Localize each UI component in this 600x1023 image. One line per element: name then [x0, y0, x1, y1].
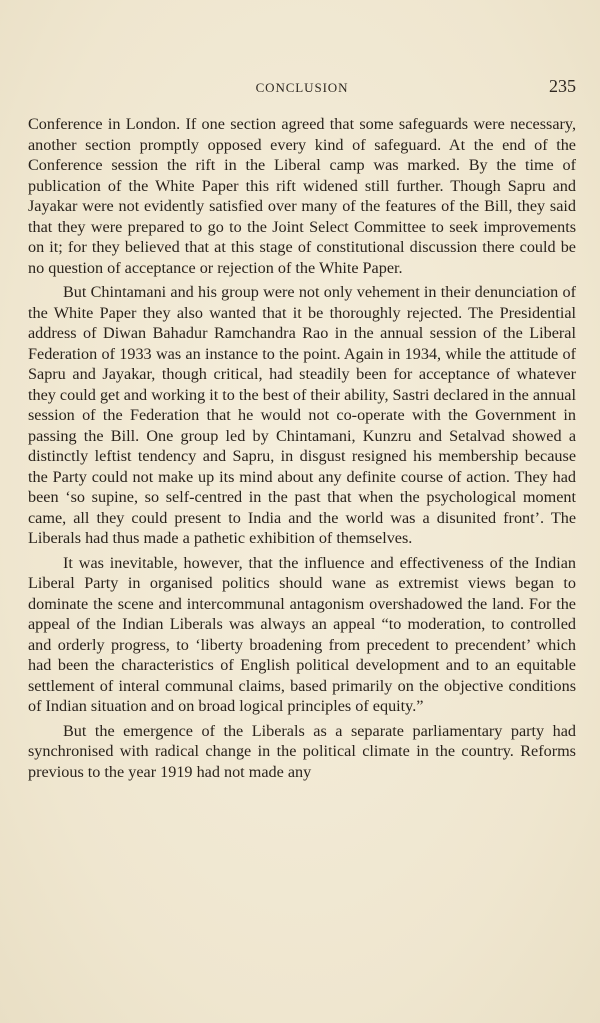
page-header [28, 76, 576, 100]
paragraph: Conference in London. If one section agreed that some safeguards were necessary, another section promptly opposed every kind of safeguard. At the end of the Conference session the rift in the Liberal camp was marked. By the time of publication of the White Paper this rift widened still further. Though Sapru and Jayakar were not evidently satisfied over many of the features of the Bill, they said that they were prepared to go to the Joint Select Committee to seek improvements on it; for they believed that at this stage of constitutional discussion there could be no question of acceptance or rejection of the White Paper. [28, 115, 576, 277]
body-text [28, 114, 576, 786]
paragraph: It was inevitable, however, that the influence and effectiveness of the Indian Liberal Party in organised politics should wane as extremist views began to dominate the scene and intercommunal antagonism overshadowed the land. For the appeal of the Indian Liberals was always an appeal “to moderation, to controlled and orderly progress, to ‘liberty broadening from precedent to precendent’ which had been the characteristics of English political development and to an equitable settlement of interal communal claims, based primarily on the objective conditions of Indian situation and on broad logical principles of equity.” [28, 553, 576, 715]
paragraph: But Chintamani and his group were not only vehement in their denunciation of the White Paper they also wanted that it be thoroughly rejected. The Presidential address of Diwan Bahadur Ramchandra Rao in the annual session of the Liberal Federation of 1933 was an instance to the point. Again in 1934, while the attitude of Sapru and Jayakar, though critical, had steadily been for acceptance of whatever they could get and working it to the best of their ability, Sastri declared in the annual session of the Federation that he would not co-operate with the Government in passing the Bill. One group led by Chintamani, Kunzru and Setalvad showed a distinctly leftist tendency and Sapru, in disgust resigned his membership because the Party could not make up its mind about any definite course of action. They had been ‘so supine, so self-centred in the past that when the psychological moment came, all they could present to India and the world was a disunited front’. The Liberals had thus made a pathetic exhibition of themselves. [28, 283, 576, 547]
paragraph: But the emergence of the Liberals as a separate parliamentary party had synchronised with radical change in the political climate in the country. Reforms previous to the year 1919 had not made any [28, 721, 576, 781]
page-number: 235 [549, 76, 576, 96]
running-head: CONCLUSION [255, 80, 349, 95]
